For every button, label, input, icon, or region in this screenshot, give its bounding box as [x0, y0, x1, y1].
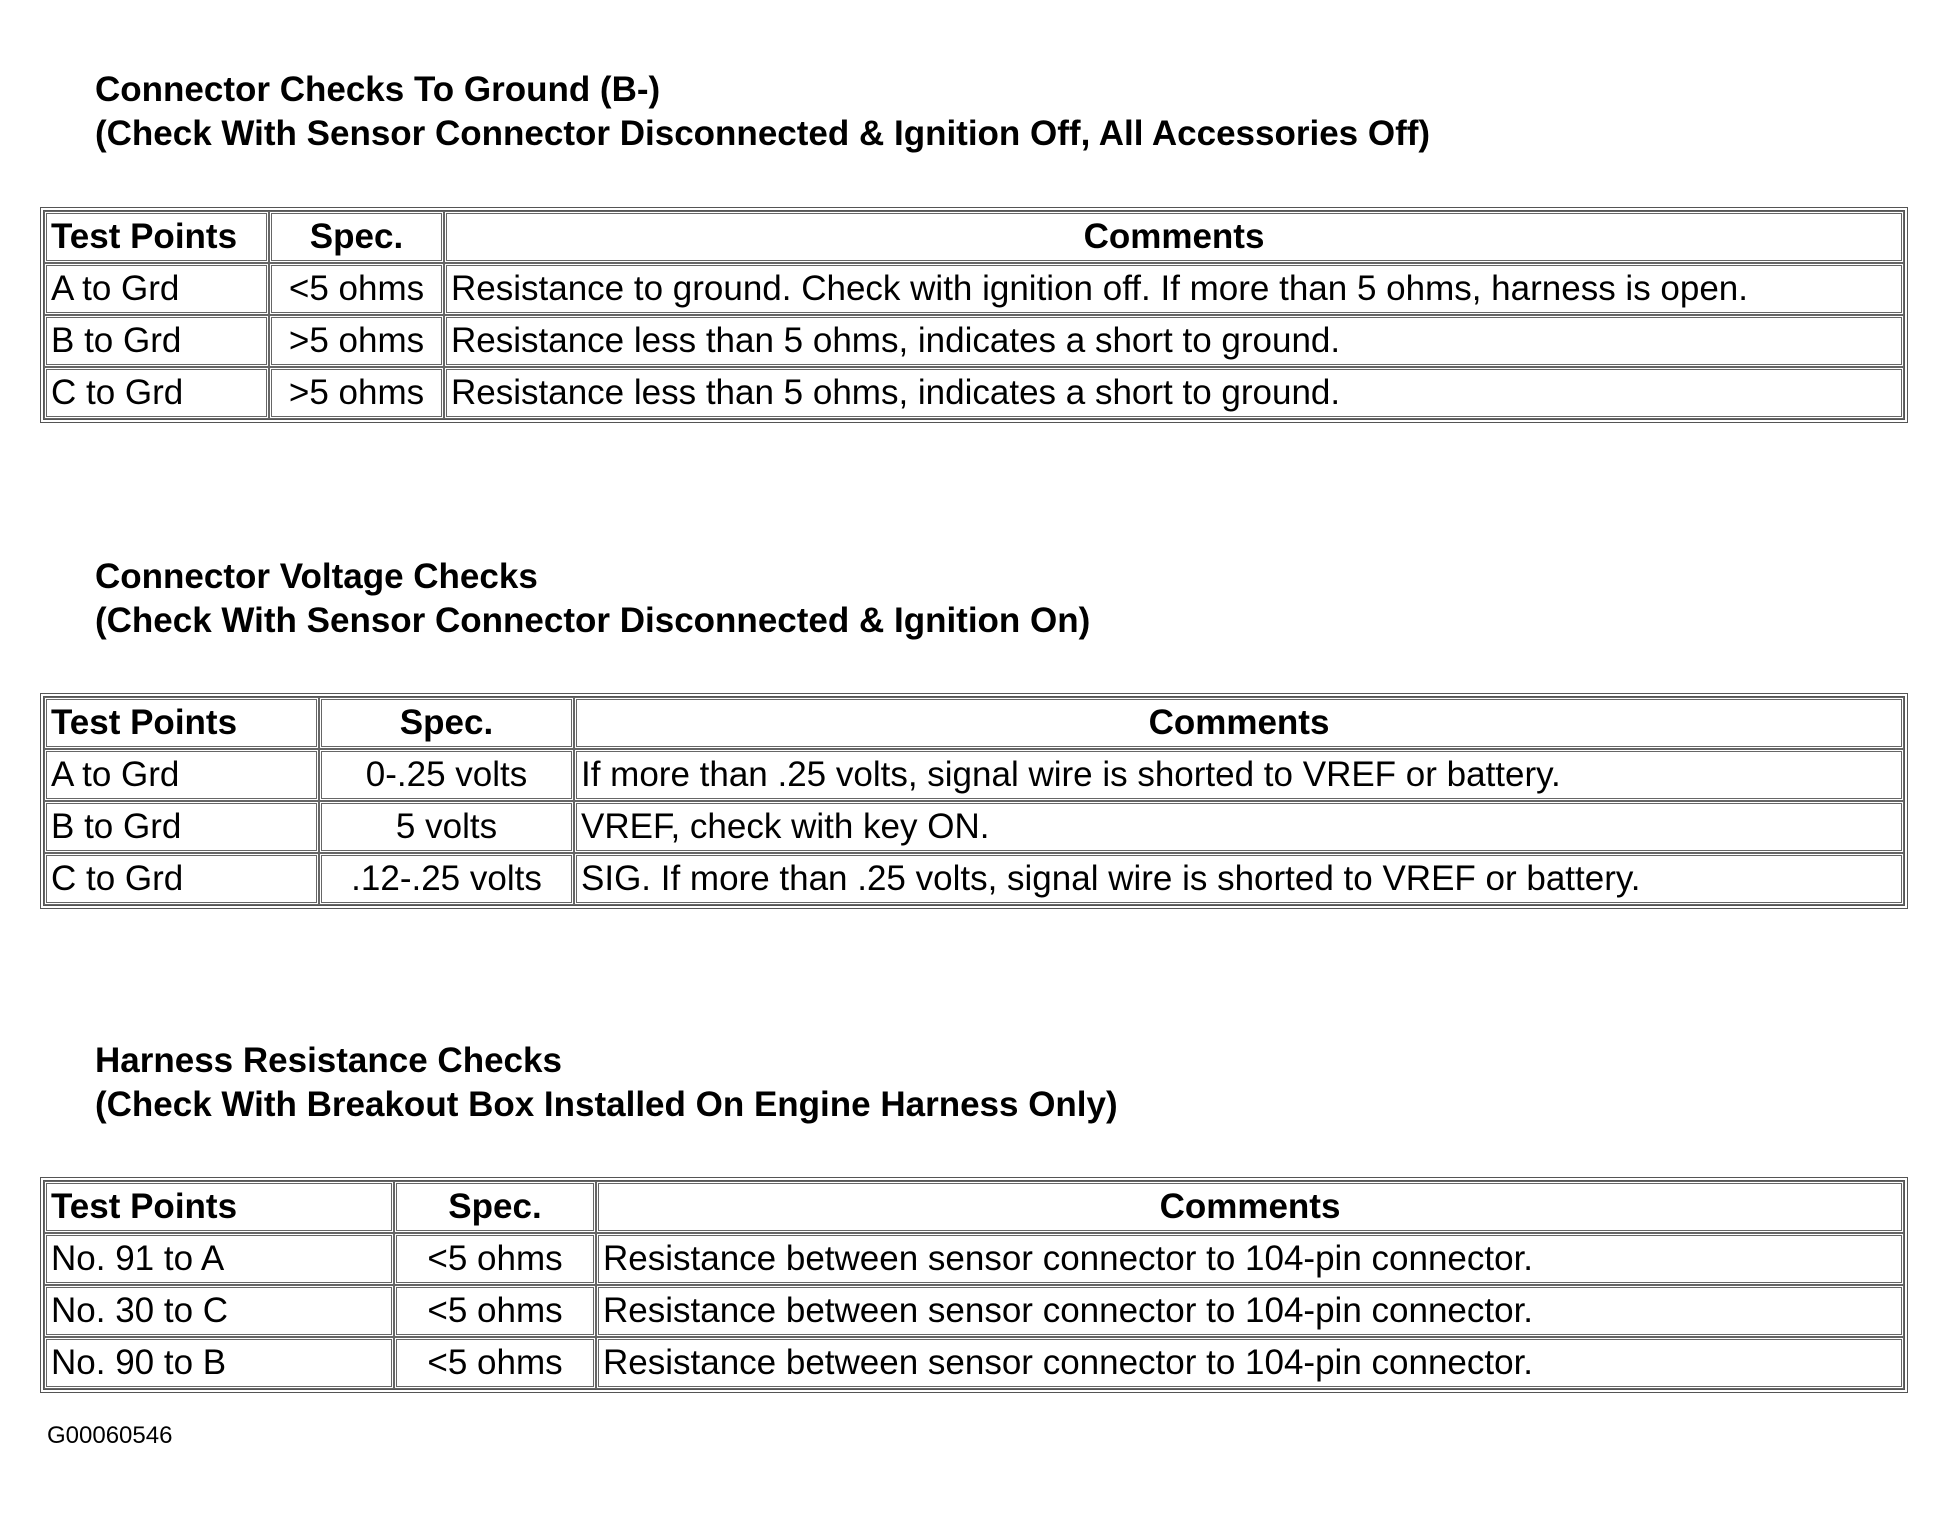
figure-id: G00060546 — [47, 1422, 173, 1449]
table-row — [44, 1337, 1904, 1389]
comment-cell: Resistance less than 5 ohms, indicates a short to ground. — [444, 315, 1904, 367]
section-2-title: Connector Voltage Checks — [95, 557, 538, 596]
section-1-title: Connector Checks To Ground (B-) — [95, 70, 661, 109]
table-row — [44, 263, 1904, 315]
header-spec: Spec. — [394, 1181, 596, 1233]
test-point-cell: C to Grd — [44, 367, 269, 419]
section-1-heading — [95, 68, 1430, 156]
section-3-subtitle: (Check With Breakout Box Installed On Engine Harness Only) — [95, 1085, 1118, 1124]
test-point-cell: B to Grd — [44, 801, 319, 853]
spec-cell: .12-.25 volts — [319, 853, 574, 905]
table-row — [44, 1233, 1904, 1285]
voltage-checks-table — [40, 693, 1908, 909]
header-spec: Spec. — [319, 697, 574, 749]
spec-cell: <5 ohms — [269, 263, 444, 315]
section-3-title: Harness Resistance Checks — [95, 1041, 562, 1080]
test-point-cell: No. 30 to C — [44, 1285, 394, 1337]
spec-cell: 5 volts — [319, 801, 574, 853]
section-1-subtitle: (Check With Sensor Connector Disconnected & Ignition Off, All Accessories Off) — [95, 114, 1431, 153]
table-row — [44, 1285, 1904, 1337]
header-comments: Comments — [596, 1181, 1904, 1233]
comment-cell: Resistance between sensor connector to 104-pin connector. — [596, 1337, 1904, 1389]
spec-cell: <5 ohms — [394, 1233, 596, 1285]
spec-cell: <5 ohms — [394, 1337, 596, 1389]
table-header-row — [44, 1181, 1904, 1233]
test-point-cell: C to Grd — [44, 853, 319, 905]
table-row — [44, 315, 1904, 367]
ground-checks-table — [40, 207, 1908, 423]
test-point-cell: B to Grd — [44, 315, 269, 367]
header-test-points: Test Points — [44, 697, 319, 749]
section-3-heading — [95, 1039, 1118, 1127]
comment-cell: If more than .25 volts, signal wire is shorted to VREF or battery. — [574, 749, 1904, 801]
header-spec: Spec. — [269, 211, 444, 263]
table-row — [44, 749, 1904, 801]
spec-cell: >5 ohms — [269, 367, 444, 419]
harness-checks-table — [40, 1177, 1908, 1393]
header-comments: Comments — [444, 211, 1904, 263]
section-2-heading — [95, 555, 1090, 643]
comment-cell: Resistance less than 5 ohms, indicates a short to ground. — [444, 367, 1904, 419]
test-point-cell: A to Grd — [44, 263, 269, 315]
comment-cell: VREF, check with key ON. — [574, 801, 1904, 853]
comment-cell: Resistance between sensor connector to 104-pin connector. — [596, 1285, 1904, 1337]
comment-cell: Resistance between sensor connector to 104-pin connector. — [596, 1233, 1904, 1285]
table-row — [44, 801, 1904, 853]
table-row — [44, 853, 1904, 905]
spec-cell: <5 ohms — [394, 1285, 596, 1337]
header-comments: Comments — [574, 697, 1904, 749]
spec-cell: >5 ohms — [269, 315, 444, 367]
test-point-cell: No. 91 to A — [44, 1233, 394, 1285]
table-row — [44, 367, 1904, 419]
test-point-cell: No. 90 to B — [44, 1337, 394, 1389]
section-2-subtitle: (Check With Sensor Connector Disconnected & Ignition On) — [95, 601, 1091, 640]
table-header-row — [44, 697, 1904, 749]
comment-cell: SIG. If more than .25 volts, signal wire is shorted to VREF or battery. — [574, 853, 1904, 905]
header-test-points: Test Points — [44, 1181, 394, 1233]
header-test-points: Test Points — [44, 211, 269, 263]
table-header-row — [44, 211, 1904, 263]
spec-cell: 0-.25 volts — [319, 749, 574, 801]
comment-cell: Resistance to ground. Check with ignition off. If more than 5 ohms, harness is open. — [444, 263, 1904, 315]
test-point-cell: A to Grd — [44, 749, 319, 801]
